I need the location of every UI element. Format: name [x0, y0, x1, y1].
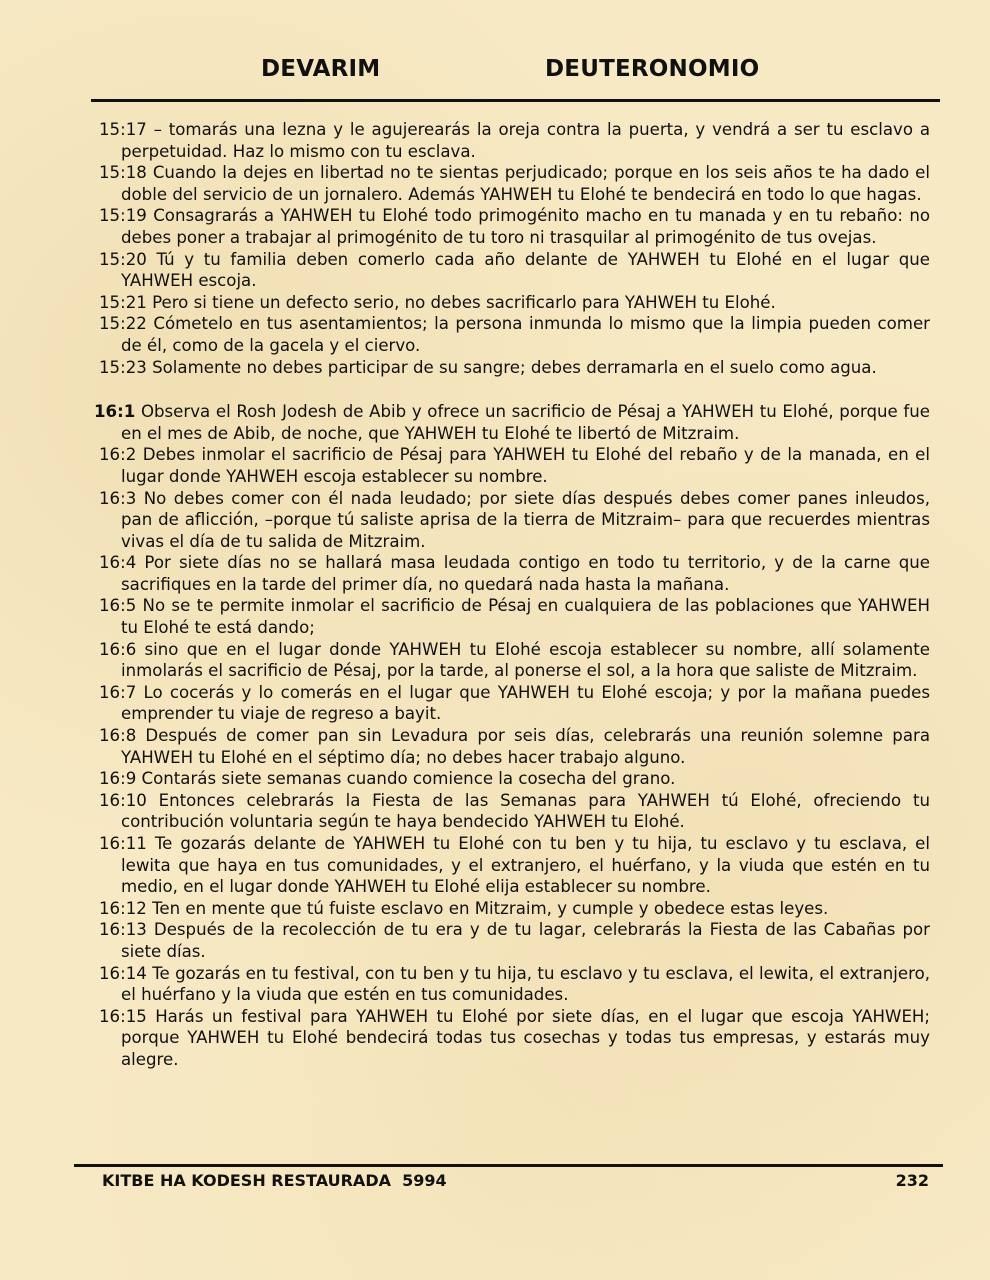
verse	[94, 552, 930, 595]
verse	[94, 898, 930, 920]
verse-ref: 16:6	[99, 639, 137, 659]
verse-text: Cuando la dejes en libertad no te sientas perjudicado; porque en los seis años te ha dado el doble del servicio de un jornalero. Además YAHWEH tu Elohé te bendecirá en todo lo que hagas.	[121, 163, 930, 204]
verse-text: Cómetelo en tus asentamientos; la persona inmunda lo mismo que la limpia pueden comer de él, como de la gacela y el ciervo.	[121, 314, 930, 355]
verse	[94, 162, 930, 205]
scripture-text	[94, 119, 930, 1071]
verse-text: Debes inmolar el sacrificio de Pésaj para YAHWEH tu Elohé del rebaño y de la manada, en el lugar donde YAHWEH escoja establecer su nombre.	[121, 445, 930, 486]
verse-text: Te gozarás en tu festival, con tu ben y tu hija, tu esclavo y tu esclava, el lewita, el extranjero, el huérfano y la viuda que estén en tus comunidades.	[121, 963, 930, 1005]
verse-text: Después de comer pan sin Levadura por seis días, celebrarás una reunión solemne para YAHWEH tu Elohé en el séptimo día; no debes hacer trabajo alguno.	[121, 726, 930, 767]
verse-ref: 16:14	[99, 963, 147, 983]
header-rule	[91, 99, 940, 102]
verse	[94, 790, 930, 833]
verse-text: Entonces celebrarás la Fiesta de las Semanas para YAHWEH tú Elohé, ofreciendo tu contribución voluntaria según te haya bendecido YAHWEH tu Elohé.	[121, 790, 930, 832]
verse-text: Pero si tiene un defecto serio, no debes sacrificarlo para YAHWEH tu Elohé.	[146, 292, 776, 312]
verse-text: Por siete días no se hallará masa leudada contigo en todo tu territorio, y de la carne que sacrifiques en la tarde del primer día, no quedará nada hasta la mañana.	[121, 553, 930, 594]
verse	[94, 595, 930, 638]
verse-text: sino que en el lugar donde YAHWEH tu Elohé escoja establecer su nombre, allí solamente inmolarás el sacrificio de Pésaj, por la tarde, al ponerse el sol, a la hora que saliste de Mitzraim.	[121, 639, 930, 681]
page-header	[0, 56, 990, 92]
verse	[94, 357, 930, 379]
verse-ref: 15:23	[99, 357, 147, 377]
verse	[94, 205, 930, 248]
verse-ref: 16:3	[99, 488, 137, 508]
verse-text: Tú y tu familia deben comerlo cada año delante de YAHWEH tu Elohé en el lugar que YAHWEH escoja.	[121, 249, 930, 291]
verse-ref: 15:20	[99, 249, 147, 269]
verse	[94, 249, 930, 292]
verse-ref: 16:7	[99, 682, 137, 702]
verse-ref: 15:19	[99, 206, 147, 226]
chapter-verse-ref: 16:1	[94, 402, 136, 422]
verse-ref: 16:13	[99, 920, 147, 940]
verse-ref: 16:11	[99, 834, 147, 853]
verse-text: Contarás siete semanas cuando comience la cosecha del grano.	[136, 769, 676, 789]
verse-ref: 16:2	[99, 445, 137, 465]
verse-ref: 16:8	[99, 726, 137, 746]
verse	[94, 682, 930, 725]
footer-title: KITBE HA KODESH RESTAURADA 5994	[102, 1171, 447, 1190]
verse-ref: 15:22	[99, 314, 147, 334]
verse-text: Lo cocerás y lo comerás en el lugar que YAHWEH tu Elohé escoja; y por la mañana puedes emprender tu viaje de regreso a bayit.	[121, 682, 930, 724]
verse-ref: 16:10	[99, 790, 147, 810]
verse-ref: 16:5	[99, 596, 137, 616]
verse	[94, 963, 930, 1006]
verse-ref: 15:17	[99, 120, 147, 139]
page-number: 232	[895, 1171, 929, 1190]
verse	[94, 119, 930, 162]
verse-text: Consagrarás a YAHWEH tu Elohé todo primogénito macho en tu manada y en tu rebaño: no debes poner a trabajar al primogénito de tu toro ni trasquilar al primogénito de tus ovejas.	[121, 206, 930, 247]
verse-text: Ten en mente que tú fuiste esclavo en Mitzraim, y cumple y obedece estas leyes.	[146, 898, 829, 918]
verse-text: No se te permite inmolar el sacrificio de Pésaj en cualquiera de las poblaciones que YAHWEH tu Elohé te está dando;	[121, 596, 930, 638]
verse-ref: 16:9	[99, 769, 137, 789]
chapter-gap	[94, 378, 930, 401]
header-book-spanish: DEUTERONOMIO	[545, 56, 760, 82]
header-book-hebrew: DEVARIM	[261, 56, 381, 82]
verse	[94, 833, 930, 898]
verse	[94, 919, 930, 962]
chapter-first-verse	[94, 401, 930, 444]
footer-rule	[74, 1164, 943, 1167]
verse-ref: 16:15	[99, 1006, 147, 1026]
verse-text: No debes comer con él nada leudado; por siete días después debes comer panes inleudos, pan de aflicción, –porque tú saliste aprisa de la tierra de Mitzraim– para que recuerdes mientras vivas el día de tu salida de Mitzraim.	[121, 488, 930, 551]
page-footer	[0, 1171, 990, 1195]
verse-ref: 16:12	[99, 898, 147, 918]
verse	[94, 444, 930, 487]
verse	[94, 292, 930, 314]
verse-ref: 16:4	[99, 553, 137, 573]
verse	[94, 639, 930, 682]
verse-text: Solamente no debes participar de su sangre; debes derramarla en el suelo como agua.	[146, 357, 877, 377]
verse	[94, 768, 930, 790]
verse	[94, 725, 930, 768]
verse-text: – tomarás una lezna y le agujerearás la oreja contra la puerta, y vendrá a ser tu esclavo a perpetuidad. Haz lo mismo con tu esclava.	[121, 120, 930, 161]
verse	[94, 313, 930, 356]
verse-ref: 15:21	[99, 292, 147, 312]
verse	[94, 488, 930, 553]
verse-text: Después de la recolección de tu era y de tu lagar, celebrarás la Fiesta de las Cabañas por siete días.	[121, 920, 930, 961]
verse-ref: 15:18	[99, 163, 147, 183]
verse-text: Harás un festival para YAHWEH tu Elohé por siete días, en el lugar que escoja YAHWEH; porque YAHWEH tu Elohé bendecirá todas tus cosechas y todas tus empresas, y estarás muy alegre.	[121, 1006, 930, 1069]
verse-text: Observa el Rosh Jodesh de Abib y ofrece un sacrificio de Pésaj a YAHWEH tu Elohé, porque fue en el mes de Abib, de noche, que YAHWEH tu Elohé te libertó de Mitzraim.	[121, 402, 930, 443]
verse	[94, 1006, 930, 1071]
verse-text: Te gozarás delante de YAHWEH tu Elohé con tu ben y tu hija, tu esclavo y tu esclava, el lewita que haya en tus comunidades, y el extranjero, el huérfano, y la viuda que estén en tu medio, en el lugar donde YAHWEH tu Elohé elija establecer su nombre.	[121, 834, 930, 897]
